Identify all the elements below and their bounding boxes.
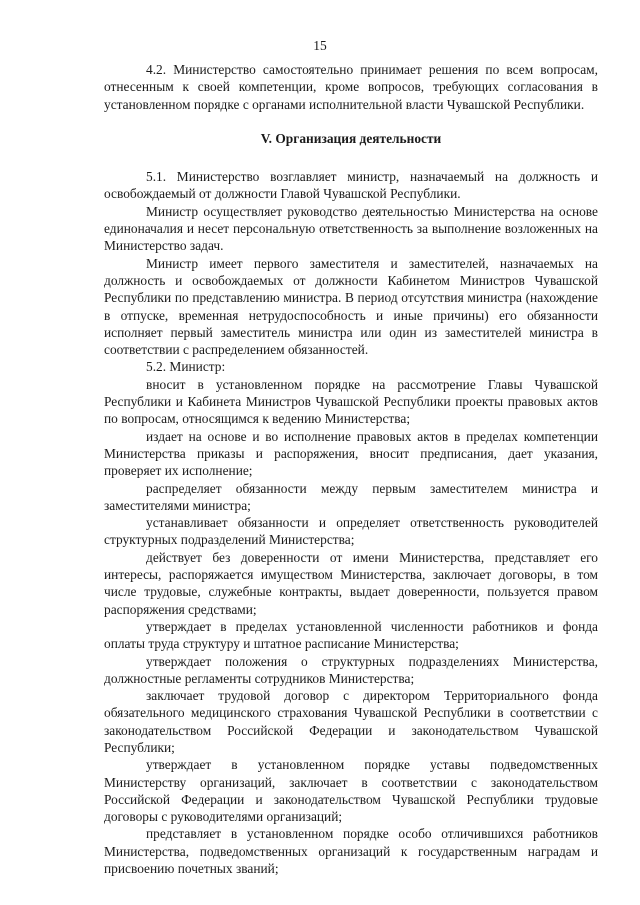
list-item: устанавливает обязанности и определяет ответственность руководителей структурных подразделений Министерства; <box>104 515 598 548</box>
list-item: вносит в установленном порядке на рассмотрение Главы Чувашской Республики и Кабинета Министров Чувашской Республики проекты правовых актов по вопросам, относящимся к ведению Министерства; <box>104 376 598 427</box>
paragraph-deputies: Министр имеет первого заместителя и заместителей, назначаемых на должность и освобождаемых от должности Кабинетом Министров Чувашской Республики по представлению министра. В период отсутствия министра (нахождение в отпуске, временная нетрудоспособность и иные причины) его обязанности исполняет первый заместитель министра или один из заместителей министра в соответствии с распределением обязанностей. <box>104 255 598 358</box>
paragraph-5-1: 5.1. Министерство возглавляет министр, назначаемый на должность и освобождаемый от должности Главой Чувашской Республики. <box>104 169 598 202</box>
list-item: утверждает в установленном порядке уставы подведомственных Министерству организаций, заключает в соответствии с законодательством Российской Федерации и законодательством Чувашской Республики трудовые договоры с руководителями организаций; <box>104 757 598 825</box>
paragraph-5-2: 5.2. Министр: <box>146 359 226 375</box>
list-item: утверждает в пределах установленной численности работников и фонда оплаты труда структуру и штатное расписание Министерства; <box>104 618 598 652</box>
paragraph-minister-lead: Министр осуществляет руководство деятельностью Министерства на основе единоначалия и несет персональную ответственность за выполнение возложенных на Министерство задач. <box>104 203 598 254</box>
list-item: заключает трудовой договор с директором Территориального фонда обязательного медицинского страхования Чувашской Республики в соответствии с законодательством Российской Федерации и законодательством Чувашской Республики; <box>104 688 598 755</box>
list-item: действует без доверенности от имени Министерства, представляет его интересы, распоряжается имуществом Министерства, заключает договоры, в том числе трудовые, служебные контракты, выдает доверенности, пользуется правом распоряжения средствами; <box>104 549 598 617</box>
paragraph-4-2: 4.2. Министерство самостоятельно принимает решения по всем вопросам, отнесенным к своей компетенции, кроме вопросов, требующих согласования в установленном порядке с органами исполнительной власти Чувашской Республики. <box>104 62 598 112</box>
document-body <box>104 61 598 877</box>
list-item: утверждает положения о структурных подразделениях Министерства, должностные регламенты сотрудников Министерства; <box>104 653 598 686</box>
list-item: распределяет обязанности между первым заместителем министра и заместителями министра; <box>104 480 598 513</box>
page-number: 15 <box>313 38 327 53</box>
list-item: издает на основе и во исполнение правовых актов в пределах компетенции Министерства приказы и распоряжения, вносит предписания, дает указания, проверяет их исполнение; <box>104 428 598 479</box>
list-item: представляет в установленном порядке особо отличившихся работников Министерства, подведомственных организаций к государственным наградам и присвоению почетных званий; <box>104 826 598 877</box>
section-heading: V. Организация деятельности <box>260 130 442 146</box>
